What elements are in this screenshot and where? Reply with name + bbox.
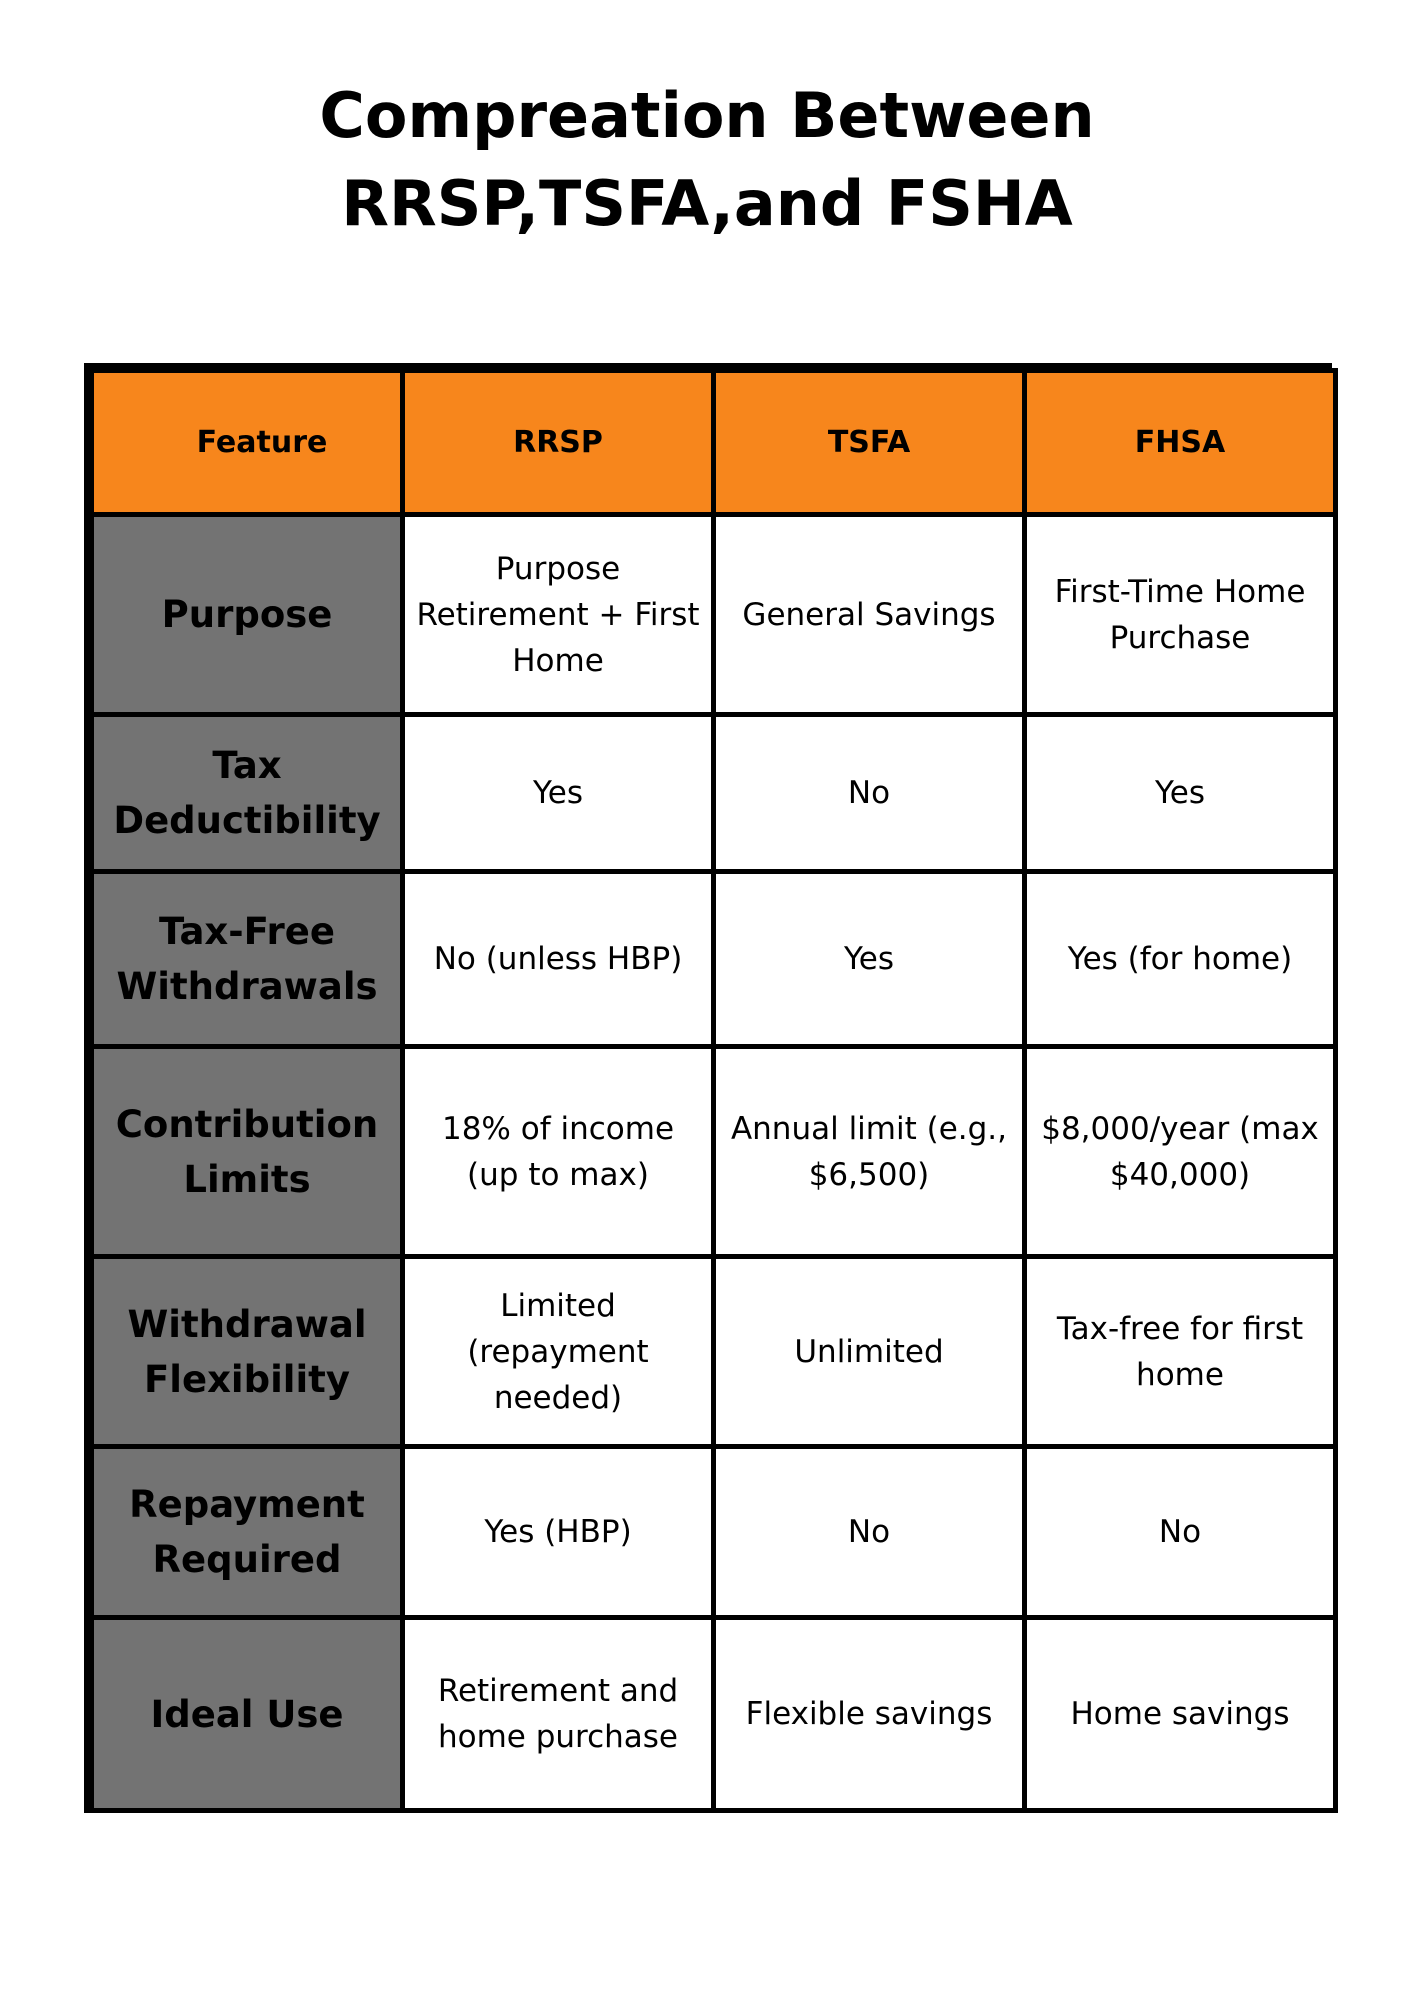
rrsp-cell: Purpose Retirement + First Home xyxy=(403,515,714,715)
fhsa-cell: Tax-free for first home xyxy=(1025,1257,1336,1447)
rrsp-cell: Limited (repayment needed) xyxy=(403,1257,714,1447)
tsfa-cell: Flexible savings xyxy=(714,1618,1025,1811)
table-row xyxy=(92,715,1336,872)
tsfa-cell: No xyxy=(714,715,1025,872)
table-row xyxy=(92,1047,1336,1257)
fhsa-cell: $8,000/year (max $40,000) xyxy=(1025,1047,1336,1257)
page-title xyxy=(0,72,1414,248)
fhsa-cell: Yes xyxy=(1025,715,1336,872)
header-fhsa: FHSA xyxy=(1025,371,1336,515)
row-label: Purpose xyxy=(92,515,403,715)
tsfa-cell: General Savings xyxy=(714,515,1025,715)
tsfa-cell: No xyxy=(714,1447,1025,1618)
title-line-1: Compreation Between xyxy=(319,79,1095,152)
header-tsfa: TSFA xyxy=(714,371,1025,515)
row-label: Withdrawal Flexibility xyxy=(92,1257,403,1447)
rrsp-cell: Retirement and home purchase xyxy=(403,1618,714,1811)
tsfa-cell: Unlimited xyxy=(714,1257,1025,1447)
row-label: Tax Deductibility xyxy=(92,715,403,872)
tsfa-cell: Annual limit (e.g., $6,500) xyxy=(714,1047,1025,1257)
tsfa-cell: Yes xyxy=(714,872,1025,1047)
table-row xyxy=(92,515,1336,715)
table-header-row xyxy=(92,371,1336,515)
fhsa-cell: Home savings xyxy=(1025,1618,1336,1811)
row-label: Repayment Required xyxy=(92,1447,403,1618)
fhsa-cell: No xyxy=(1025,1447,1336,1618)
row-label: Tax-Free Withdrawals xyxy=(92,872,403,1047)
header-feature: Feature xyxy=(92,371,403,515)
rrsp-cell: 18% of income (up to max) xyxy=(403,1047,714,1257)
table-row xyxy=(92,1447,1336,1618)
rrsp-cell: Yes xyxy=(403,715,714,872)
title-line-2: RRSP,TSFA,and FSHA xyxy=(341,167,1073,240)
table-row xyxy=(92,872,1336,1047)
table-row xyxy=(92,1618,1336,1811)
fhsa-cell: Yes (for home) xyxy=(1025,872,1336,1047)
comparison-table xyxy=(84,363,1332,1813)
row-label: Contribution Limits xyxy=(92,1047,403,1257)
header-rrsp: RRSP xyxy=(403,371,714,515)
row-label: Ideal Use xyxy=(92,1618,403,1811)
rrsp-cell: No (unless HBP) xyxy=(403,872,714,1047)
fhsa-cell: First-Time Home Purchase xyxy=(1025,515,1336,715)
table-row xyxy=(92,1257,1336,1447)
rrsp-cell: Yes (HBP) xyxy=(403,1447,714,1618)
